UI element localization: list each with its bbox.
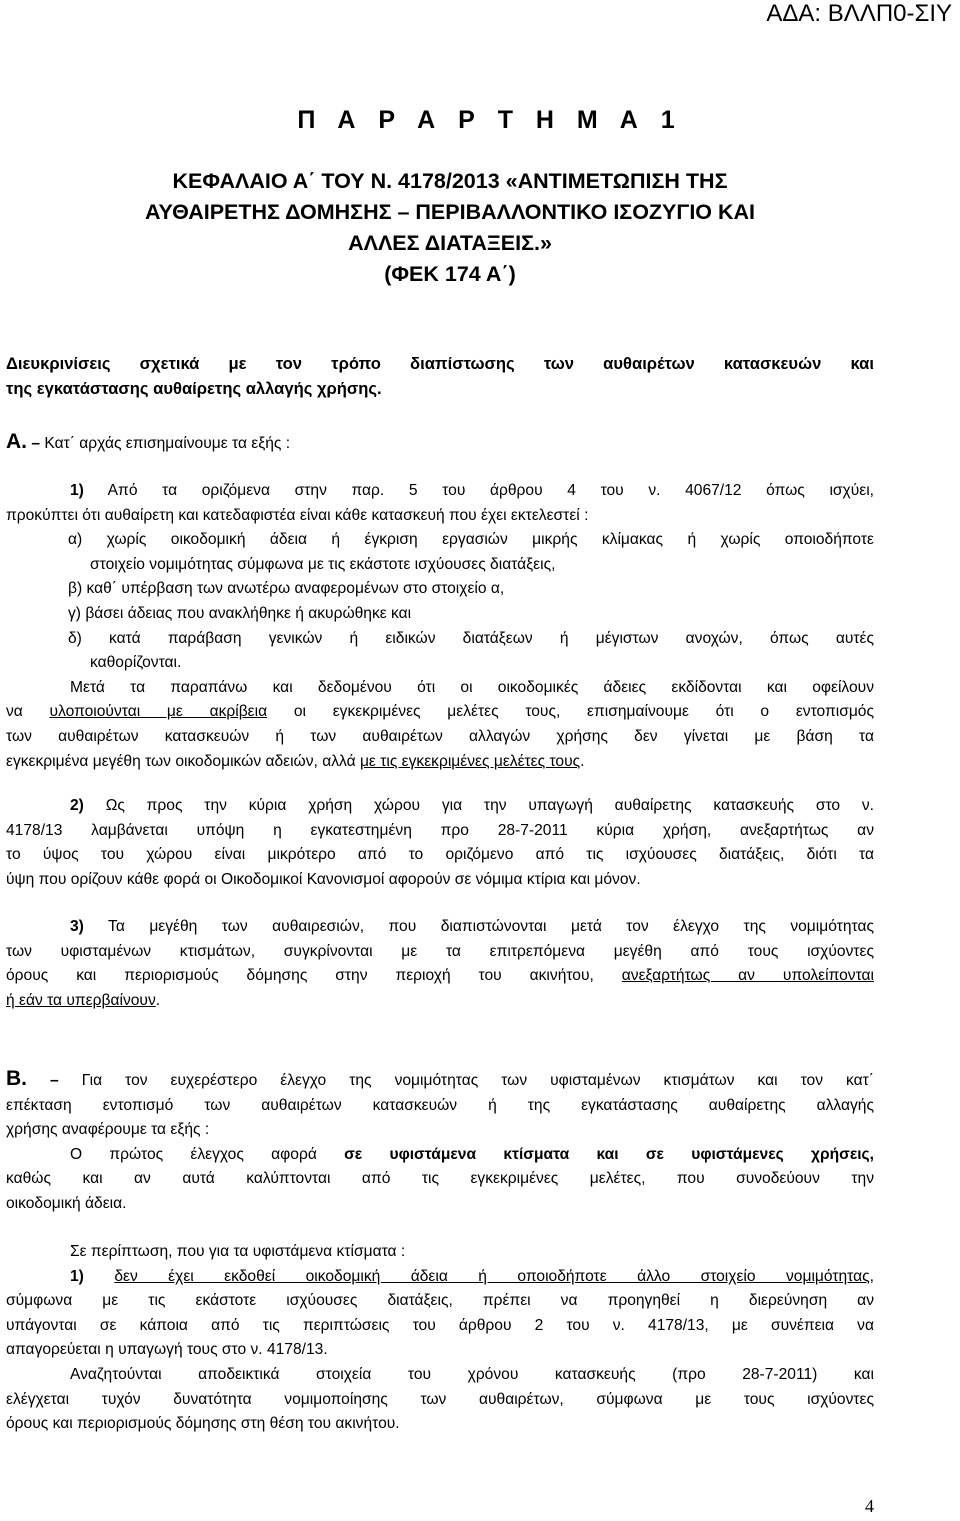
point-1-number: 1) [70,482,84,499]
case-b-line-2: 1) δεν έχει εκδοθεί οικοδομική άδεια ή οποιοδήποτε άλλο στοιχείο νομιμότητας, [70,1267,874,1285]
point-1-item-a-1: α) χωρίς οικοδομική άδεια ή έγκριση εργασιών μικρής κλίμακας ή χωρίς οποιοδήποτε [68,531,874,549]
point-1-para-1: Μετά τα παραπάνω και δεδομένου ότι οι οικοδομικές άδειες εκδίδονται και οφείλουν [70,678,874,696]
case-b-line-3: σύμφωνα με τις εκάστοτε ισχύουσες διατάξεις, πρέπει να προηγηθεί η διερεύνηση αν [6,1292,874,1310]
point-2-line-2: 4178/13 λαμβάνεται υπόψη η εγκατεστημένη προ 28-7-2011 κύρια χρήση, ανεξαρτήτως αν [6,821,874,839]
point-1-item-d-2: καθορίζονται. [90,654,182,672]
point-2-line-4: ύψη που ορίζουν κάθε φορά οι Οικοδομικοί Κανονισμοί αφορούν σε νόμιμα κτίρια και μόνον. [6,870,641,888]
case-b-number: 1) [70,1267,84,1285]
point-3-line-4: ή εάν τα υπερβαίνουν. [6,991,161,1009]
point-3-line-2: των υφισταμένων κτισμάτων, συγκρίνονται με τα επιτρεπόμενα μεγέθη από τους ισχύοντες [6,942,874,960]
point-3 [6,915,874,1013]
section-b [6,1067,874,1217]
heading-line-1: ΚΕΦΑΛΑΙΟ Α΄ ΤΟΥ Ν. 4178/2013 «ΑΝΤΙΜΕΤΩΠΙΣΗ ΤΗΣ [172,169,728,193]
point-1-para-3: των αυθαιρέτων κατασκευών ή των αυθαιρέτων αλλαγών χρήσης δεν γίνεται με βάση τα [6,727,874,745]
point-2-line-1: 2) Ως προς την κύρια χρήση χώρου για την υπαγωγή αυθαίρετης κατασκευής στο ν. [70,797,874,814]
section-b-line-4: Ο πρώτος έλεγχος αφορά σε υφιστάμενα κτίσματα και σε υφιστάμενες χρήσεις, [70,1145,874,1163]
intro-paragraph [6,352,874,401]
heading-line-4: (ΦΕΚ 174 Α΄) [384,262,516,286]
section-a-label: Α. [6,430,27,453]
section-a-heading [6,430,874,457]
section-b-line-6: οικοδομική άδεια. [6,1194,127,1212]
intro-line-2: της εγκατάστασης αυθαίρετης αλλαγής χρήσης. [6,378,382,398]
point-3-number: 3) [70,918,84,935]
case-b [6,1240,874,1437]
ada-code: ΑΔΑ: ΒΛΛΠ0-ΣΙΥ [766,0,952,27]
section-b-line-5: καθώς και αν αυτά καλύπτονται από τις εγκεκριμένες μελέτες, που συνοδεύουν την [6,1170,874,1188]
point-1-item-c: γ) βάσει άδειας που ανακλήθηκε ή ακυρώθηκε και [68,604,412,622]
heading-line-2: ΑΥΘΑΙΡΕΤΗΣ ΔΟΜΗΣΗΣ – ΠΕΡΙΒΑΛΛΟΝΤΙΚΟ ΙΣΟΖΥΓΙΟ ΚΑΙ [144,200,756,224]
intro-line-1: Διευκρινίσεις σχετικά με τον τρόπο διαπίστωσης των αυθαιρέτων κατασκευών και [6,354,874,373]
point-1-item-d-1: δ) κατά παράβαση γενικών ή ειδικών διατάξεων ή μέγιστων ανοχών, όπως αυτές [68,629,874,647]
point-3-line-3: όρους και περιορισμούς δόμησης στην περιοχή του ακινήτου, ανεξαρτήτως αν υπολείπονται [6,967,874,985]
case-b-line-7: ελέγχεται τυχόν δυνατότητα νομιμοποίησης των αυθαιρέτων, σύμφωνα με τους ισχύοντες [6,1390,874,1408]
section-b-line-1: Β. – Για τον ευχερέστερο έλεγχο της νομιμότητας των υφισταμένων κτισμάτων και τον κατ΄ [6,1067,874,1090]
point-2-line-3: το ύψος του χώρου είναι μικρότερο από το οριζόμενο από τις ισχύουσες διατάξεις, διότι τα [6,846,874,864]
point-2-number: 2) [70,797,84,814]
point-2 [6,794,874,892]
point-1-item-a-2: στοιχείο νομιμότητας σύμφωνα με τις εκάστοτε ισχύουσες διατάξεις, [90,555,556,573]
section-a-dash: – [31,435,41,452]
section-b-label: Β. [6,1067,27,1090]
case-b-line-4: υπάγονται σε κάποια από τις περιπτώσεις του άρθρου 2 του ν. 4178/13, με συνέπεια να [6,1316,874,1334]
point-1-line-2: προκύπτει ότι αυθαίρετη και κατεδαφιστέα είναι κάθε κατασκευή που έχει εκτελεστεί : [6,506,589,524]
point-1-line-1: 1) Από τα οριζόμενα στην παρ. 5 του άρθρου 4 του ν. 4067/12 όπως ισχύει, [70,482,874,499]
document-heading [60,166,840,290]
case-b-line-6: Αναζητούνται αποδεικτικά στοιχεία του χρόνου κατασκευής (προ 28-7-2011) και [70,1365,874,1383]
point-3-line-1: 3) Τα μεγέθη των αυθαιρεσιών, που διαπιστώνονται μετά τον έλεγχο της νομιμότητας [70,918,874,935]
page-title: Π Α Ρ Α Ρ Τ Η Μ Α 1 [297,106,683,134]
section-b-line-2: επέκταση εντοπισμό των αυθαιρέτων κατασκευών ή της εγκατάστασης αυθαίρετης αλλαγής [6,1096,874,1114]
page-number: 4 [865,1496,874,1516]
point-1-item-b: β) καθ΄ υπέρβαση των ανωτέρω αναφερομένων στο στοιχείο α, [68,580,505,598]
point-1-para-2: να υλοποιούνται με ακρίβεια οι εγκεκριμένες μελέτες τους, επισημαίνουμε ότι ο εντοπισμός [6,703,874,721]
case-b-line-5: απαγορεύεται η υπαγωγή τους στο ν. 4178/13. [6,1341,328,1359]
case-b-line-8: όρους και περιορισμούς δόμησης στη θέση του ακινήτου. [6,1415,400,1433]
case-b-line-1: Σε περίπτωση, που για τα υφιστάμενα κτίσματα : [70,1243,406,1260]
section-b-line-3: χρήσης αναφέρουμε τα εξής : [6,1121,210,1139]
point-1 [6,479,874,774]
section-a-text: Κατ΄ αρχάς επισημαίνουμε τα εξής : [44,435,291,452]
heading-line-3: ΑΛΛΕΣ ΔΙΑΤΑΞΕΙΣ.» [348,231,552,255]
point-1-para-4: εγκεκριμένα μεγέθη των οικοδομικών αδειών, αλλά με τις εγκεκριμένες μελέτες τους. [6,752,585,770]
